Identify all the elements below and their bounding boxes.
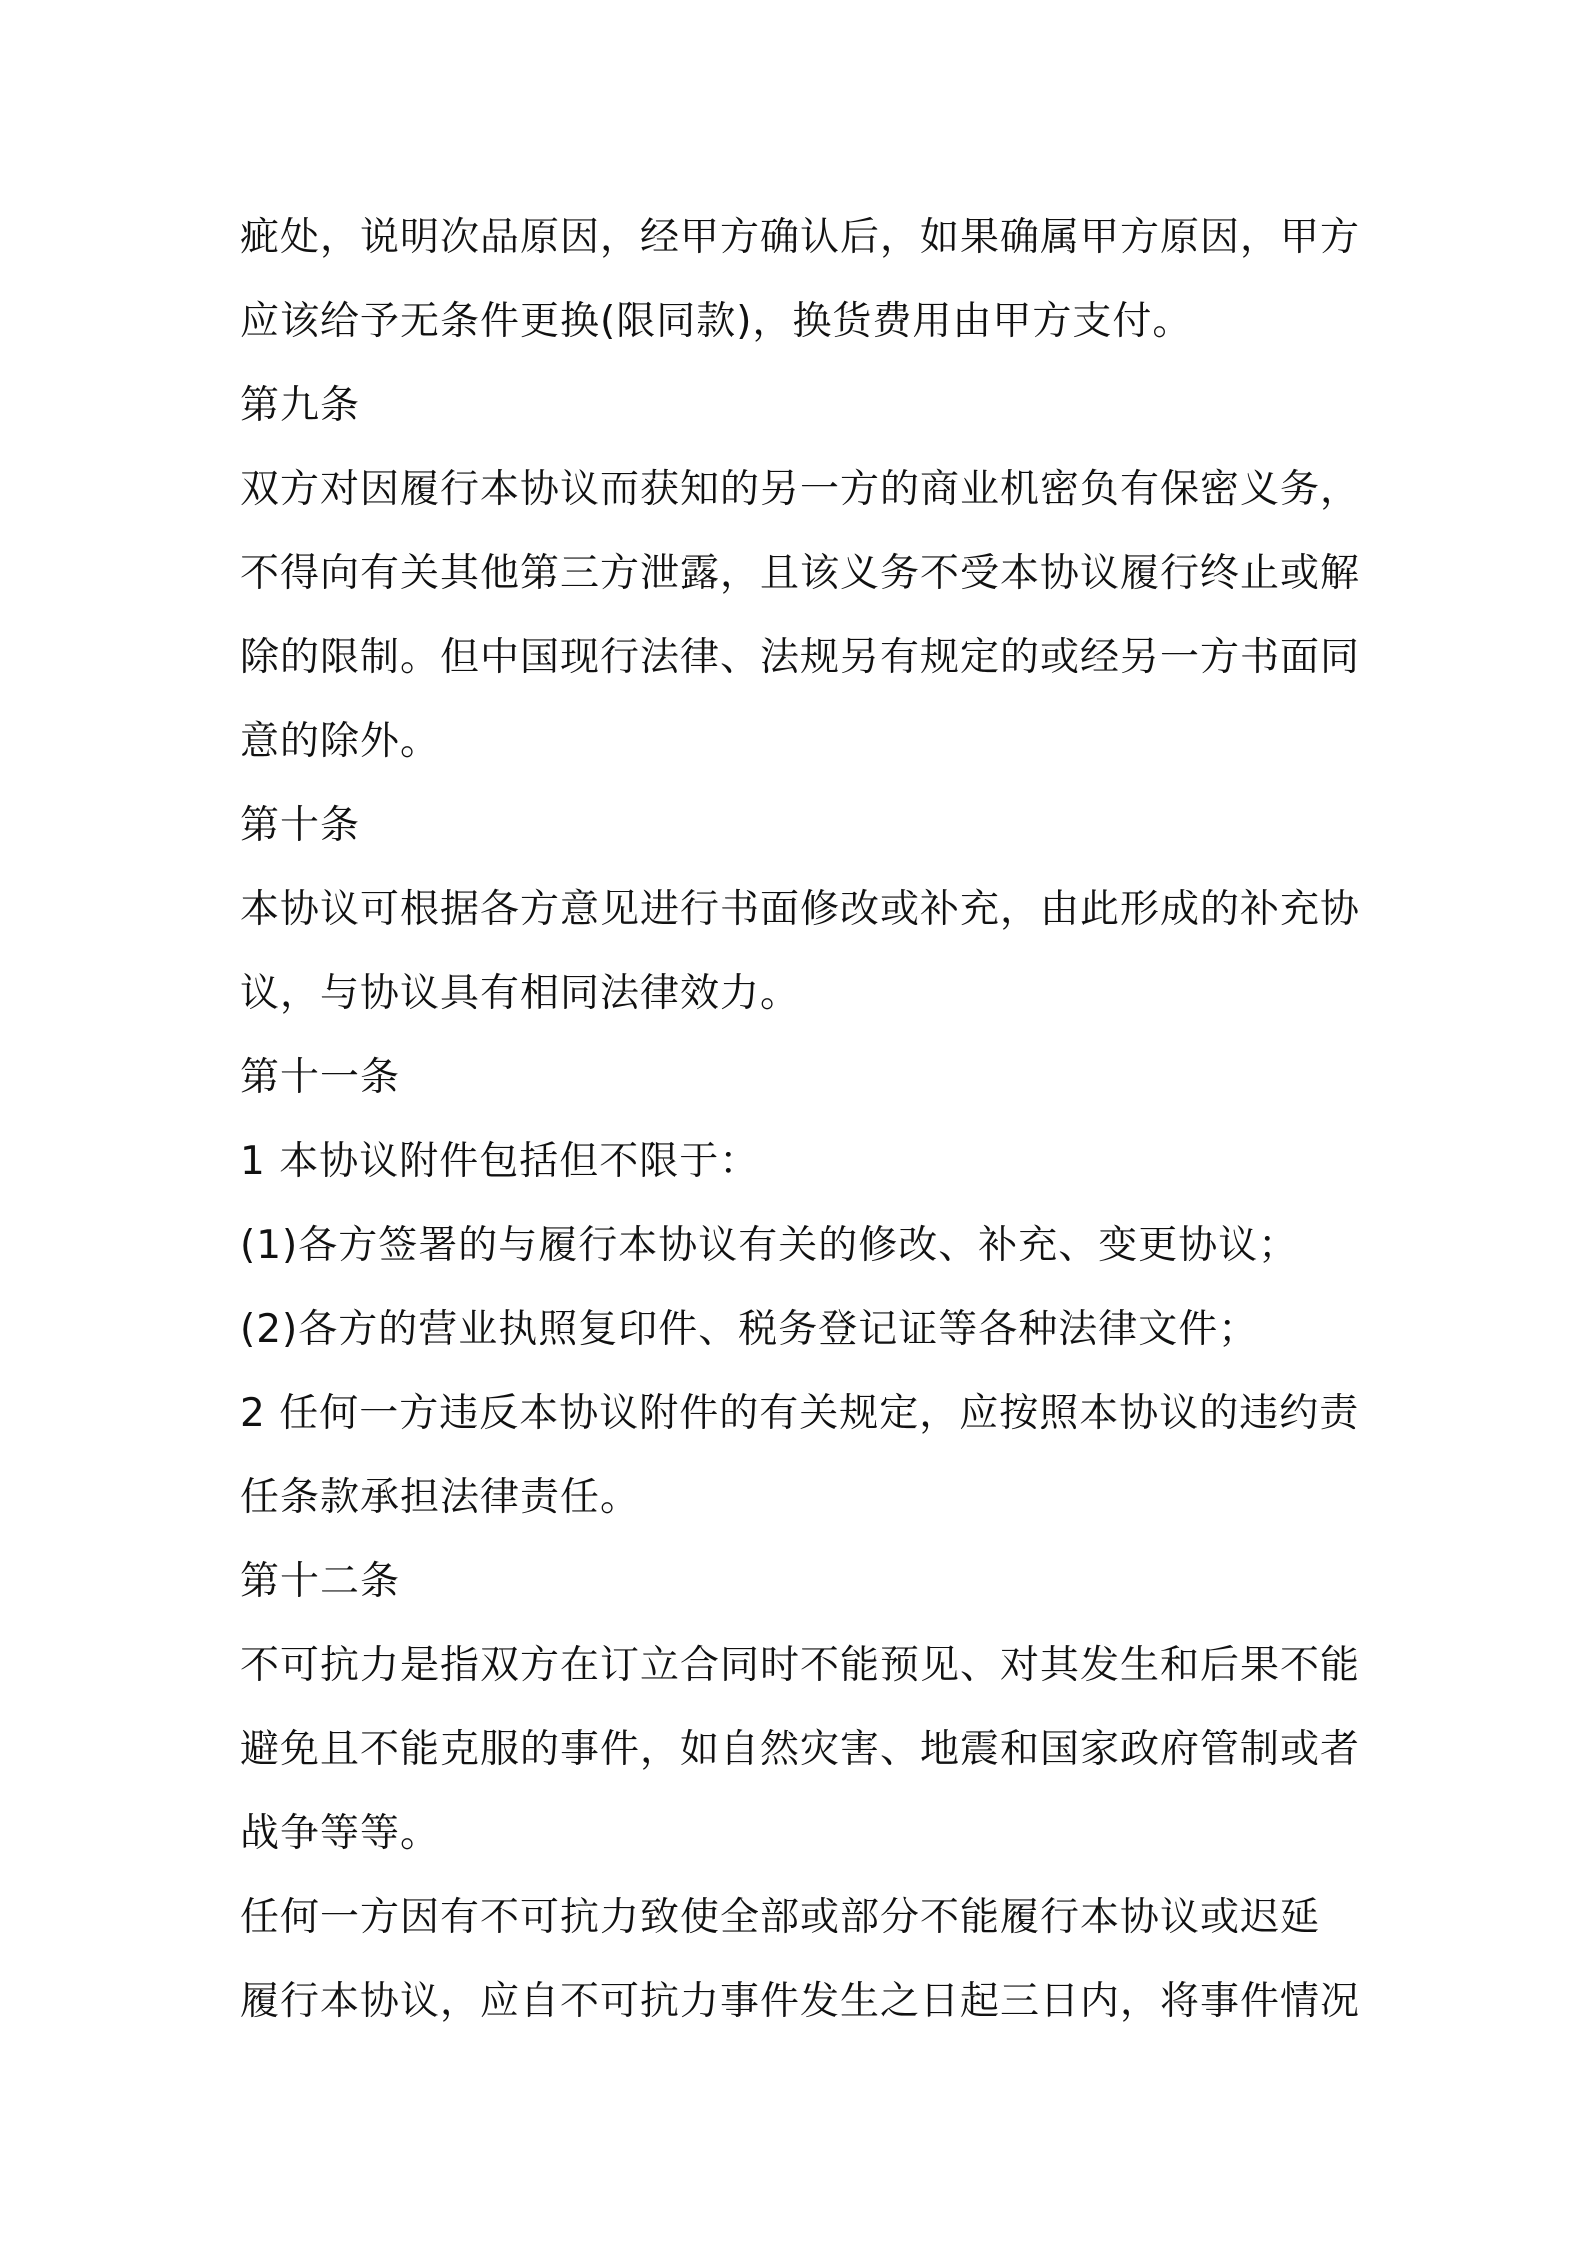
list-item-line: 2 任何一方违反本协议附件的有关规定，应按照本协议的违约责 <box>240 1391 1360 1436</box>
paragraph-line: 意的除外。 <box>240 719 441 764</box>
article-heading-10: 第十条 <box>240 803 361 848</box>
document-body <box>240 196 1360 2044</box>
article-heading-11: 第十一条 <box>240 1055 401 1100</box>
paragraph-line: 双方对因履行本协议而获知的另一方的商业机密负有保密义务， <box>240 467 1361 512</box>
paragraph-line: 议，与协议具有相同法律效力。 <box>240 971 801 1016</box>
article-heading-9: 第九条 <box>240 383 361 428</box>
paragraph-line: 疵处，说明次品原因，经甲方确认后，如果确属甲方原因，甲方 <box>240 215 1361 260</box>
paragraph-line: 避免且不能克服的事件，如自然灾害、地震和国家政府管制或者 <box>240 1727 1361 1772</box>
list-item-line: (1)各方签署的与履行本协议有关的修改、补充、变更协议； <box>240 1223 1299 1268</box>
paragraph-line: 不得向有关其他第三方泄露，且该义务不受本协议履行终止或解 <box>240 551 1361 596</box>
paragraph-line: 不可抗力是指双方在订立合同时不能预见、对其发生和后果不能 <box>240 1643 1361 1688</box>
paragraph-line: 本协议可根据各方意见进行书面修改或补充，由此形成的补充协 <box>240 887 1361 932</box>
paragraph-line: 任条款承担法律责任。 <box>240 1475 641 1520</box>
list-item-line: (2)各方的营业执照复印件、税务登记证等各种法律文件； <box>240 1307 1259 1352</box>
article-heading-12: 第十二条 <box>240 1559 401 1604</box>
list-item-line: 1 本协议附件包括但不限于： <box>240 1139 760 1184</box>
paragraph-line: 履行本协议，应自不可抗力事件发生之日起三日内，将事件情况 <box>240 1979 1361 2024</box>
paragraph-line: 战争等等。 <box>240 1811 441 1856</box>
paragraph-line: 除的限制。但中国现行法律、法规另有规定的或经另一方书面同 <box>240 635 1361 680</box>
paragraph-line: 应该给予无条件更换(限同款)，换货费用由甲方支付。 <box>240 299 1193 344</box>
paragraph-line: 任何一方因有不可抗力致使全部或部分不能履行本协议或迟延 <box>240 1895 1321 1940</box>
